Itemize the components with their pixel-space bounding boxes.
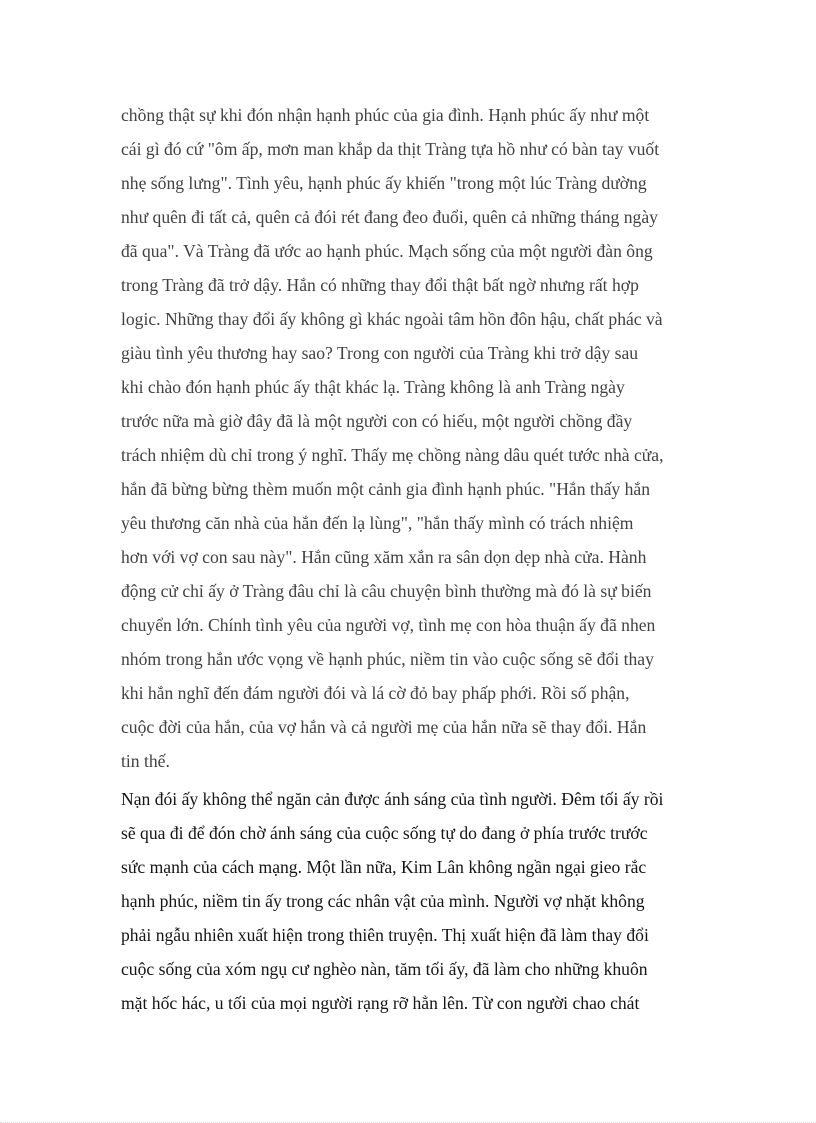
text-line: chồng thật sự khi đón nhận hạnh phúc của gia đình. Hạnh phúc ấy như một [121, 105, 650, 125]
paragraph-1 [121, 98, 696, 778]
text-line: cái gì đó cứ "ôm ấp, mơn man khắp da thịt Tràng tựa hồ như có bàn tay vuốt [121, 139, 660, 159]
text-line: hơn với vợ con sau này". Hắn cũng xăm xắn ra sân dọn dẹp nhà cửa. Hành [121, 547, 647, 567]
text-line: động cử chỉ ấy ở Tràng đâu chỉ là câu chuyện bình thường mà đó là sự biến [121, 581, 652, 601]
text-line: trách nhiệm dù chỉ trong ý nghĩ. Thấy mẹ chồng nàng dâu quét tước nhà cửa, [121, 445, 664, 465]
text-line: sẽ qua đi để đón chờ ánh sáng của cuộc sống tự do đang ở phía trước trước [121, 823, 648, 843]
text-line: logic. Những thay đổi ấy không gì khác ngoài tâm hồn đôn hậu, chất phác và [121, 309, 663, 329]
text-line: đã qua". Và Tràng đã ước ao hạnh phúc. Mạch sống của một người đàn ông [121, 241, 653, 261]
text-line: hắn đã bừng bừng thèm muốn một cảnh gia đình hạnh phúc. "Hắn thấy hắn [121, 479, 651, 499]
text-line: sức mạnh của cách mạng. Một lần nữa, Kim Lân không ngần ngại gieo rắc [121, 857, 647, 877]
text-line: trong Tràng đã trở dậy. Hắn có những thay đổi thật bất ngờ nhưng rất hợp [121, 275, 639, 295]
text-line: nhóm trong hắn ước vọng về hạnh phúc, niềm tin vào cuộc sống sẽ đổi thay [121, 649, 654, 669]
text-line: cuộc sống của xóm ngụ cư nghèo nàn, tăm tối ấy, đã làm cho những khuôn [121, 959, 648, 979]
text-line: khi chào đón hạnh phúc ấy thật khác lạ. Tràng không là anh Tràng ngày [121, 377, 625, 397]
text-line: nhẹ sống lưng". Tình yêu, hạnh phúc ấy khiến "trong một lúc Tràng dường [121, 173, 647, 193]
text-line: chuyển lớn. Chính tình yêu của người vợ, tình mẹ con hòa thuận ấy đã nhen [121, 615, 656, 635]
text-line: Nạn đói ấy không thể ngăn cản được ánh sáng của tình người. Đêm tối ấy rồi [121, 789, 664, 809]
text-line: cuộc đời của hắn, của vợ hắn và cả người mẹ của hắn nữa sẽ thay đổi. Hắn [121, 717, 647, 737]
text-line: khi hắn nghĩ đến đám người đói và lá cờ đỏ bay phấp phới. Rồi số phận, [121, 683, 630, 703]
text-line: hạnh phúc, niềm tin ấy trong các nhân vật của mình. Người vợ nhặt không [121, 891, 645, 911]
text-line: tin thế. [121, 751, 170, 771]
paragraph-2 [121, 782, 696, 1020]
text-line: trước nữa mà giờ đây đã là một người con có hiếu, một người chồng đầy [121, 411, 633, 431]
text-line: yêu thương căn nhà của hắn đến lạ lùng", "hắn thấy mình có trách nhiệm [121, 513, 634, 533]
text-line: phải ngẫu nhiên xuất hiện trong thiên truyện. Thị xuất hiện đã làm thay đổi [121, 925, 649, 945]
text-line: mặt hốc hác, u tối của mọi người rạng rỡ hẳn lên. Từ con người chao chát [121, 993, 640, 1013]
text-line: giàu tình yêu thương hay sao? Trong con người của Tràng khi trở dậy sau [121, 343, 639, 363]
text-line: như quên đi tất cả, quên cả đói rét đang đeo đuổi, quên cả những tháng ngày [121, 207, 658, 227]
